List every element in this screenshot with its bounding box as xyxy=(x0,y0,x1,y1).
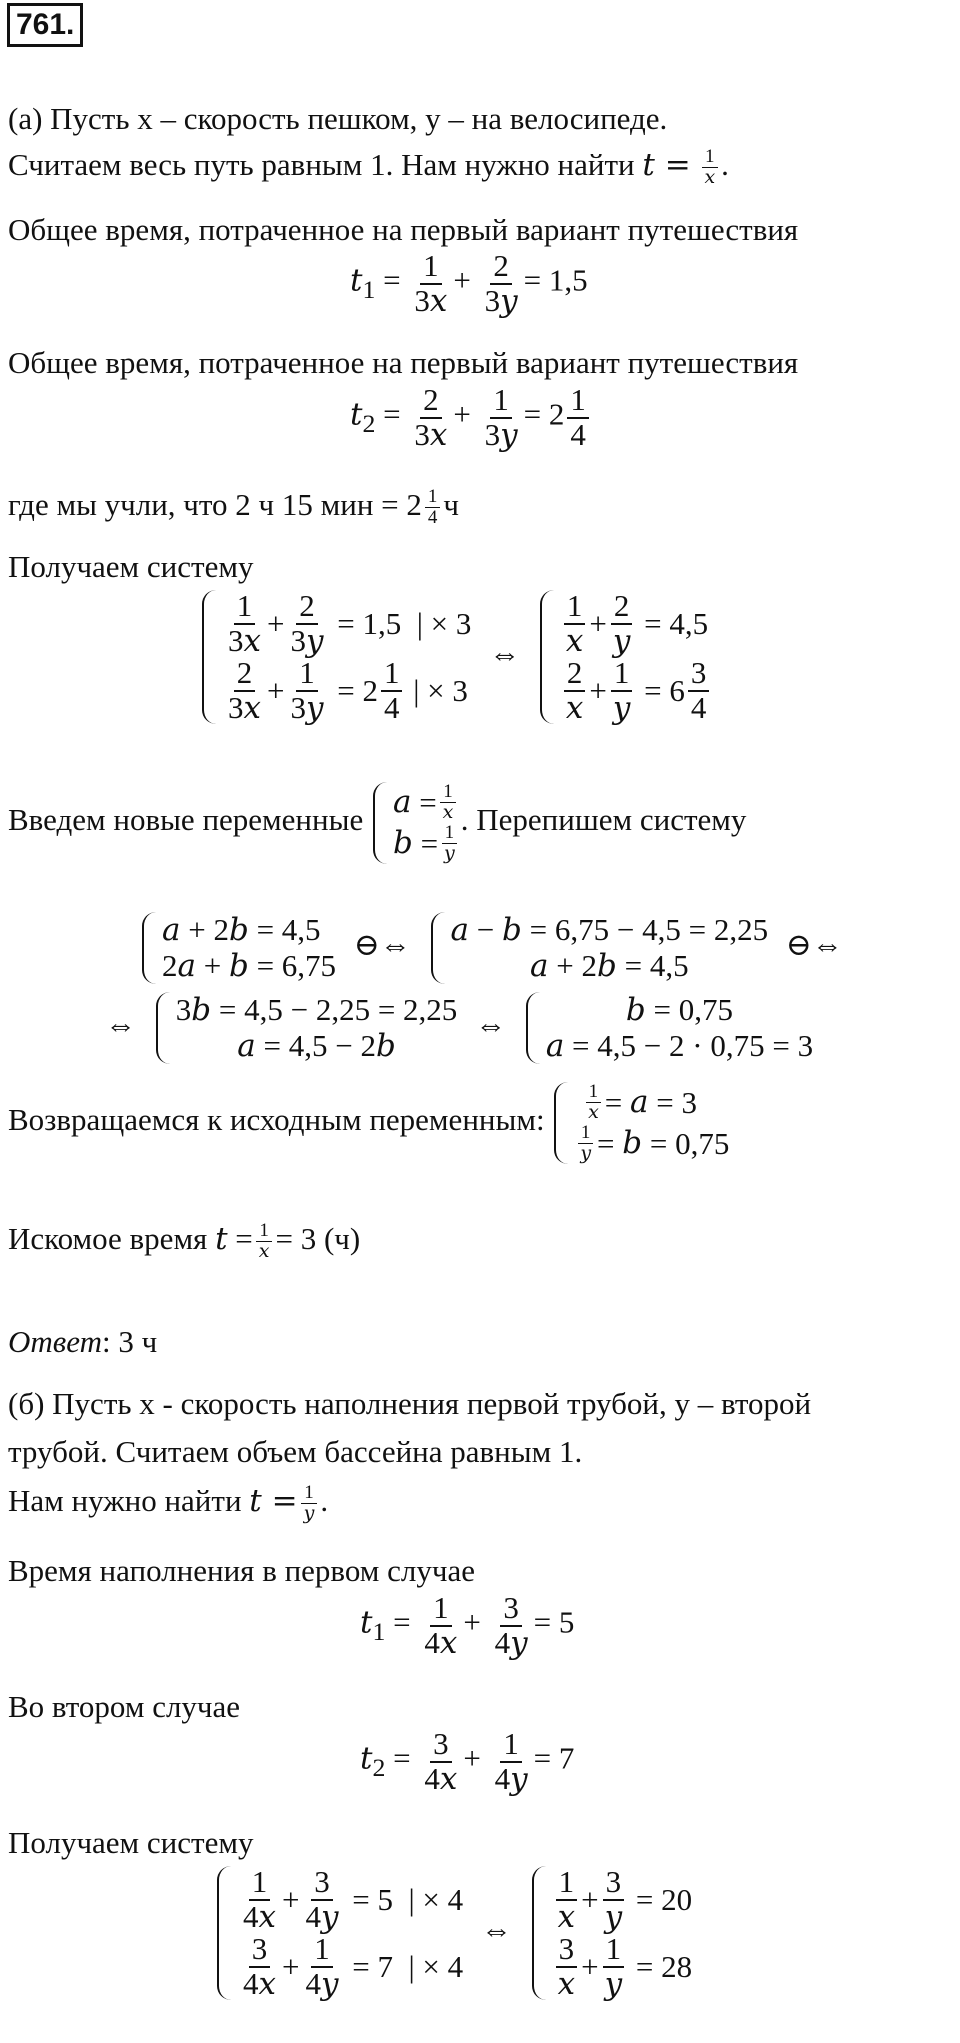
return-text: Возвращаемся к исходным переменным: xyxy=(8,1101,545,1137)
second-case-text: Во втором случае xyxy=(8,1689,241,1724)
note-line: где мы учли, что 2 ч 15 мин = 2 $\frac{1}{4}$ ч xyxy=(8,486,459,529)
formula-t: t = xyxy=(642,147,691,183)
equation-t2-a: $t_2$ = $\frac{2}{3x}$ + $\frac{1}{3y}$ = 2 $\frac{1}{4}$ xyxy=(350,384,592,451)
part-a-intro: (а) Пусть x – скорость пешком, y – на велосипеде. xyxy=(8,101,668,136)
system-1-a: $\frac{1}{3x}$ + $\frac{2}{3y}$ = 1,5 | × 3 $\frac{2}{3x}$ + $\frac{1}{3y}$ = 2 $\frac{1}{4}$ | × 3 ⇔ $\frac{1}{x}$ + $\frac{2}{y}$ = 4,5 $\frac{2}{x}$ + $\frac{1}{y}$ = 6 $\frac{3}{4}$ xyxy=(200,590,712,724)
equation-t1-b: $t_1$ = $\frac{1}{4x}$ + $\frac{3}{4y}$ = 5 xyxy=(360,1590,575,1661)
system-2-a: a + 2 b = 4,5 2 a + b = 6,75 ⊖⇔ a − b = 6,75 − 4,5 = 2,25 a + 2 b = 4,5 ⊖⇔ xyxy=(140,912,853,984)
rewrite-text: . Перепишем систему xyxy=(460,801,747,837)
total-time-1-text: Общее время, потраченное на первый вариант путешествия xyxy=(8,212,799,247)
new-vars-text: Введем новые переменные xyxy=(8,801,364,837)
sought-text: Искомое время xyxy=(8,1221,208,1256)
answer-label: Ответ xyxy=(8,1324,102,1359)
part-b-intro-1: (б) Пусть x - скорость наполнения первой трубой, y – второй xyxy=(8,1386,812,1421)
note-prefix: где мы учли, что 2 ч 15 мин = xyxy=(8,487,399,522)
system-text-a: Получаем систему xyxy=(8,549,254,584)
system-3-a: ⇔ 3 b = 4,5 − 2,25 = 2,25 a = 4,5 − 2 b ⇔ b = 0,75 a = 4,5 − 2 · 0,75 = 3 xyxy=(105,992,814,1064)
total-time-2-text: Общее время, потраченное на первый вариант путешествия xyxy=(8,345,799,380)
note-suffix: ч xyxy=(443,487,459,522)
system-1-b: $\frac{1}{4x}$ + $\frac{3}{4y}$ = 5 | × 4 $\frac{3}{4x}$ + $\frac{1}{4y}$ = 7 | × 4 ⇔ $\frac{1}{x}$ + $\frac{3}{y}$ = 20 $\frac{3}{x}$ + $\frac{1}{y}$ = 28 xyxy=(215,1866,692,2000)
system-text-b: Получаем систему xyxy=(8,1825,254,1860)
sought-tail: = 3 (ч) xyxy=(275,1221,361,1256)
answer-value: : 3 ч xyxy=(101,1324,158,1359)
equation-t2-b: $t_2$ = $\frac{3}{4x}$ + $\frac{1}{4y}$ = 7 xyxy=(360,1726,575,1797)
equation-t1-a: $t_1$ = $\frac{1}{3x}$ + $\frac{2}{3y}$ = 1,5 xyxy=(350,248,588,319)
find-text: Нам нужно найти xyxy=(8,1483,242,1518)
fraction-1-over-x: $\frac{1}{x}$ xyxy=(701,147,718,188)
new-vars-line: Введем новые переменные a = $\frac{1}{x}$ b = $\frac{1}{y}$ . Перепишем систему xyxy=(8,781,747,864)
path-text: Считаем весь путь равным 1. Нам нужно найти xyxy=(8,147,635,182)
answer-line xyxy=(8,1323,157,1360)
part-b-intro-2: трубой. Считаем объем бассейна равным 1. xyxy=(8,1434,583,1469)
problem-number: 761. xyxy=(7,3,83,47)
sought-line: Искомое время t = $\frac{1}{x}$ = 3 (ч) xyxy=(8,1220,361,1263)
part-a-path-line: Считаем весь путь равным 1. Нам нужно найти t = $\frac{1}{x}$ . xyxy=(8,146,729,189)
return-line: Возвращаемся к исходным переменным: $\frac{1}{x}$ = a = 3 $\frac{1}{y}$ = b = 0,75 xyxy=(8,1081,730,1164)
part-b-find-line: Нам нужно найти t = $\frac{1}{y}$ . xyxy=(8,1482,329,1525)
first-case-text: Время наполнения в первом случае xyxy=(8,1553,475,1588)
